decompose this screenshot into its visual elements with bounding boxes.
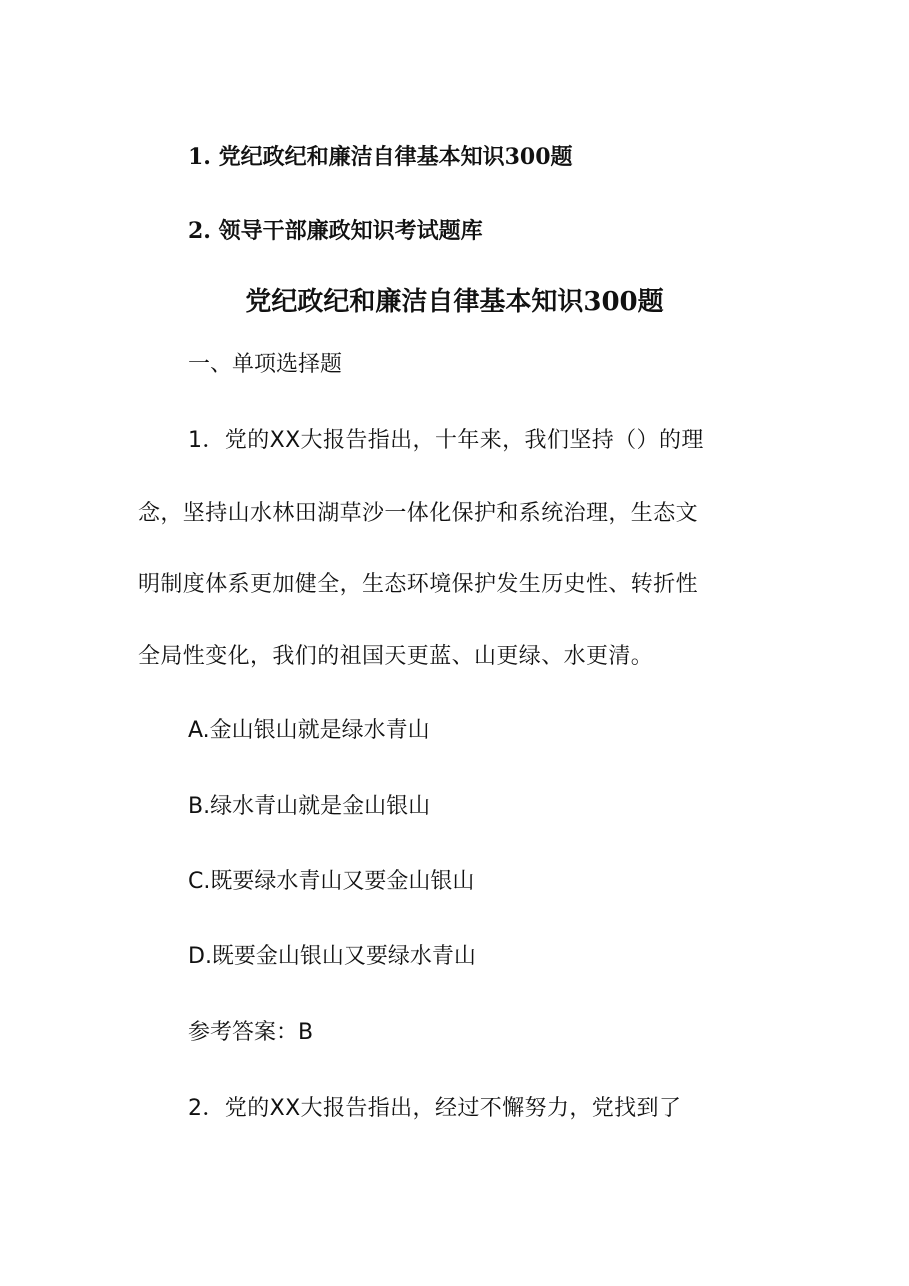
question-1-option-d: D.既要金山银山又要绿水青山 [188,944,476,969]
toc-item-1: 1. 党纪政纪和廉洁自律基本知识300题 [188,144,573,170]
document-title: 党纪政纪和廉洁自律基本知识300题 [245,287,664,317]
question-1-line-3: 明制度体系更加健全，生态环境保护发生历史性、转折性 [138,572,699,597]
question-1-option-a: A.金山银山就是绿水青山 [188,718,430,743]
question-2-line-1: 2．党的XX大报告指出，经过不懈努力，党找到了 [188,1096,682,1121]
question-1-line-4: 全局性变化，我们的祖国天更蓝、山更绿、水更清。 [138,644,654,669]
question-1-answer: 参考答案：B [188,1020,314,1045]
question-1-option-c: C.既要绿水青山又要金山银山 [188,869,475,894]
section-heading: 一、单项选择题 [188,352,343,377]
question-1-line-1: 1．党的XX大报告指出，十年来，我们坚持（）的理 [188,428,704,453]
question-1-line-2: 念，坚持山水林田湖草沙一体化保护和系统治理，生态文 [138,501,699,526]
toc-item-2: 2. 领导干部廉政知识考试题库 [188,218,483,244]
question-1-option-b: B.绿水青山就是金山银山 [188,794,431,819]
